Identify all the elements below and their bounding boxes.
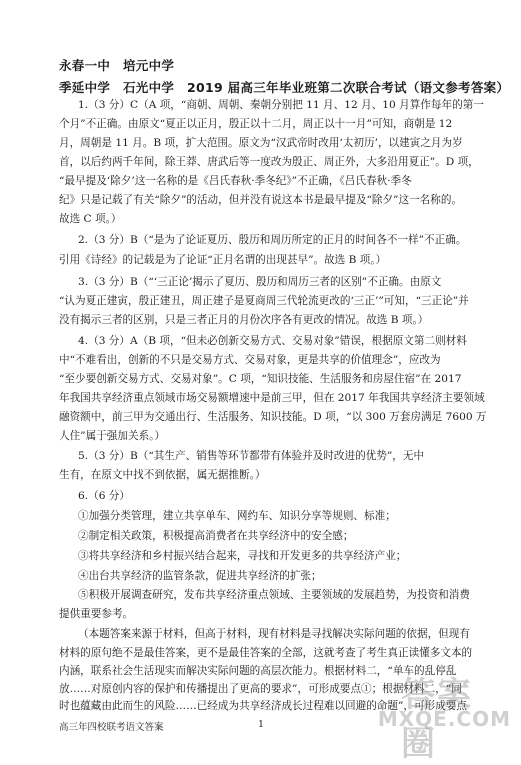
text-line: “认为夏正建寅，殷正建丑，周正建子是夏商周三代轮流更改的‘三正’”可知，“三正论”并 xyxy=(59,295,469,307)
text-line: ④出台共享经济的监管条款，促进共享经济的扩张； xyxy=(78,570,322,582)
page-number: 1 xyxy=(258,719,265,730)
text-line: 5.（3 分）B（“其生产、销售等环节都带有体验并及时改进的优势”，无中 xyxy=(78,450,425,462)
logo-main-text: 答案圈 xyxy=(401,675,473,764)
text-line: 放……对原创内容的保护和传播提出了更高的要求”，可形成要点①；根据材料二，“同 xyxy=(59,683,462,695)
text-line: 纪》只是记载了有关“除夕”的活动，但并没有说这本书是最早提及“除夕”这一名称的。 xyxy=(59,194,463,206)
text-line: 6.（6 分） xyxy=(78,490,130,502)
text-line: 首，以后约两千年间，除王莽、唐武后等一度改为殷正、周正外，大多沿用夏正”。D 项， xyxy=(59,156,479,168)
text-line: 4.（3 分）A（B 项，“但未必创新交易方式、交易对象”错误，根据原文第二则材料 xyxy=(78,335,467,347)
text-line: “最早提及‘除夕’这一名称的是《吕氏春秋·季冬纪》”不正确，《吕氏春秋·季冬 xyxy=(59,175,412,187)
text-line: 故选 C 项。） xyxy=(59,213,122,225)
logo-domain-text: MXQE.COM xyxy=(377,707,511,731)
text-line: 内涵，联系社会生活现实而解决实际问题的高层次能力。根据材料二，“单车的乱停乱 xyxy=(59,665,457,677)
text-line: ⑤积极开展调查研究，发布共享经济重点领域、主要领域的发展趋势，为投资和消费 xyxy=(78,589,470,601)
text-line: 2.（3 分）B（“是为了论证夏历、殷历和周历所定的正月的时间各不一样”不正确。 xyxy=(78,234,467,246)
text-line: 生有，在原文中找不到依据，属无据推断。） xyxy=(59,469,266,481)
text-line: 中“不难看出，创新的不只是交易方式、交易对象，更是共享的价值理念”，应改为 xyxy=(59,354,441,366)
text-line: 融资额中，前三甲为交通出行、生活服务、知识技能。D 项，“以 300 万套房满足 7600 万 xyxy=(59,411,487,423)
site-logo-watermark xyxy=(377,667,513,764)
text-line: 时也蕴藏由此而生的风险……已经成为共享经济成长过程难以回避的命题”，可形成要点 xyxy=(59,700,467,712)
school-names-line: 永春一中 培元中学 xyxy=(59,58,175,73)
text-line: 3.（3 分）B（“‘三正论’揭示了夏历、殷历和周历三者的区别”不正确。由原文 xyxy=(78,276,442,288)
text-line: ③将共享经济和乡村振兴结合起来，寻找和开发更多的共享经济产业； xyxy=(78,550,407,562)
text-line: 材料的原句绝不是最佳答案，更不是最佳答案的全部，这就考查了考生真正读懂多文本的 xyxy=(59,647,473,659)
text-line: 年我国共享经济重点领域市场交易额增速中是前三甲，但在 2017 年我国共享经济主要领域 xyxy=(59,392,485,404)
text-line: ①加强分类管理，建立共享单车、网约车、知识分享等规则、标准； xyxy=(78,510,396,522)
text-line: 没有揭示三者的区别，只是三者正月的月份次序各有更改的情况。故选 B 项。） xyxy=(59,314,429,326)
text-line: 个月”不正确。由原文“夏正以正月，殷正以十二月，周正以十一月”可知，商朝是 12 xyxy=(59,118,453,130)
text-line: “至少要创新交易方式、交易对象”。C 项，“知识技能、生活服务和房屋住宿”在 2017 xyxy=(59,373,462,385)
text-line: ②制定相关政策，积极提高消费者在共享经济中的安全感； xyxy=(78,530,354,542)
exam-title-line: 季延中学 石光中学 2019 届高三年毕业班第二次联合考试（语文参考答案） xyxy=(59,80,510,95)
text-line: 提供重要参考。 xyxy=(59,608,134,620)
text-line: 引用《诗经》的记载是为了论证“正月名谓的出现甚早”。故选 B 项。） xyxy=(59,254,387,266)
text-line: 人住”属于强加关系。） xyxy=(59,430,166,442)
footer-label: 高三年四校联考语文答案 xyxy=(59,722,164,733)
text-line: 月，周朝是 11 月。B 项，扩大范围。原文为“汉武帝时改用‘太初历’，以建寅之月为岁 xyxy=(59,137,463,149)
text-line: 1.（3 分）C（A 项，“商朝、周朝、秦朝分别把 11 月、12 月、10 月算作每年的第一 xyxy=(78,99,484,111)
text-line: （本题答案来源于材料，但高于材料，现有材料是寻找解决实际问题的依据，但现有 xyxy=(78,628,470,640)
